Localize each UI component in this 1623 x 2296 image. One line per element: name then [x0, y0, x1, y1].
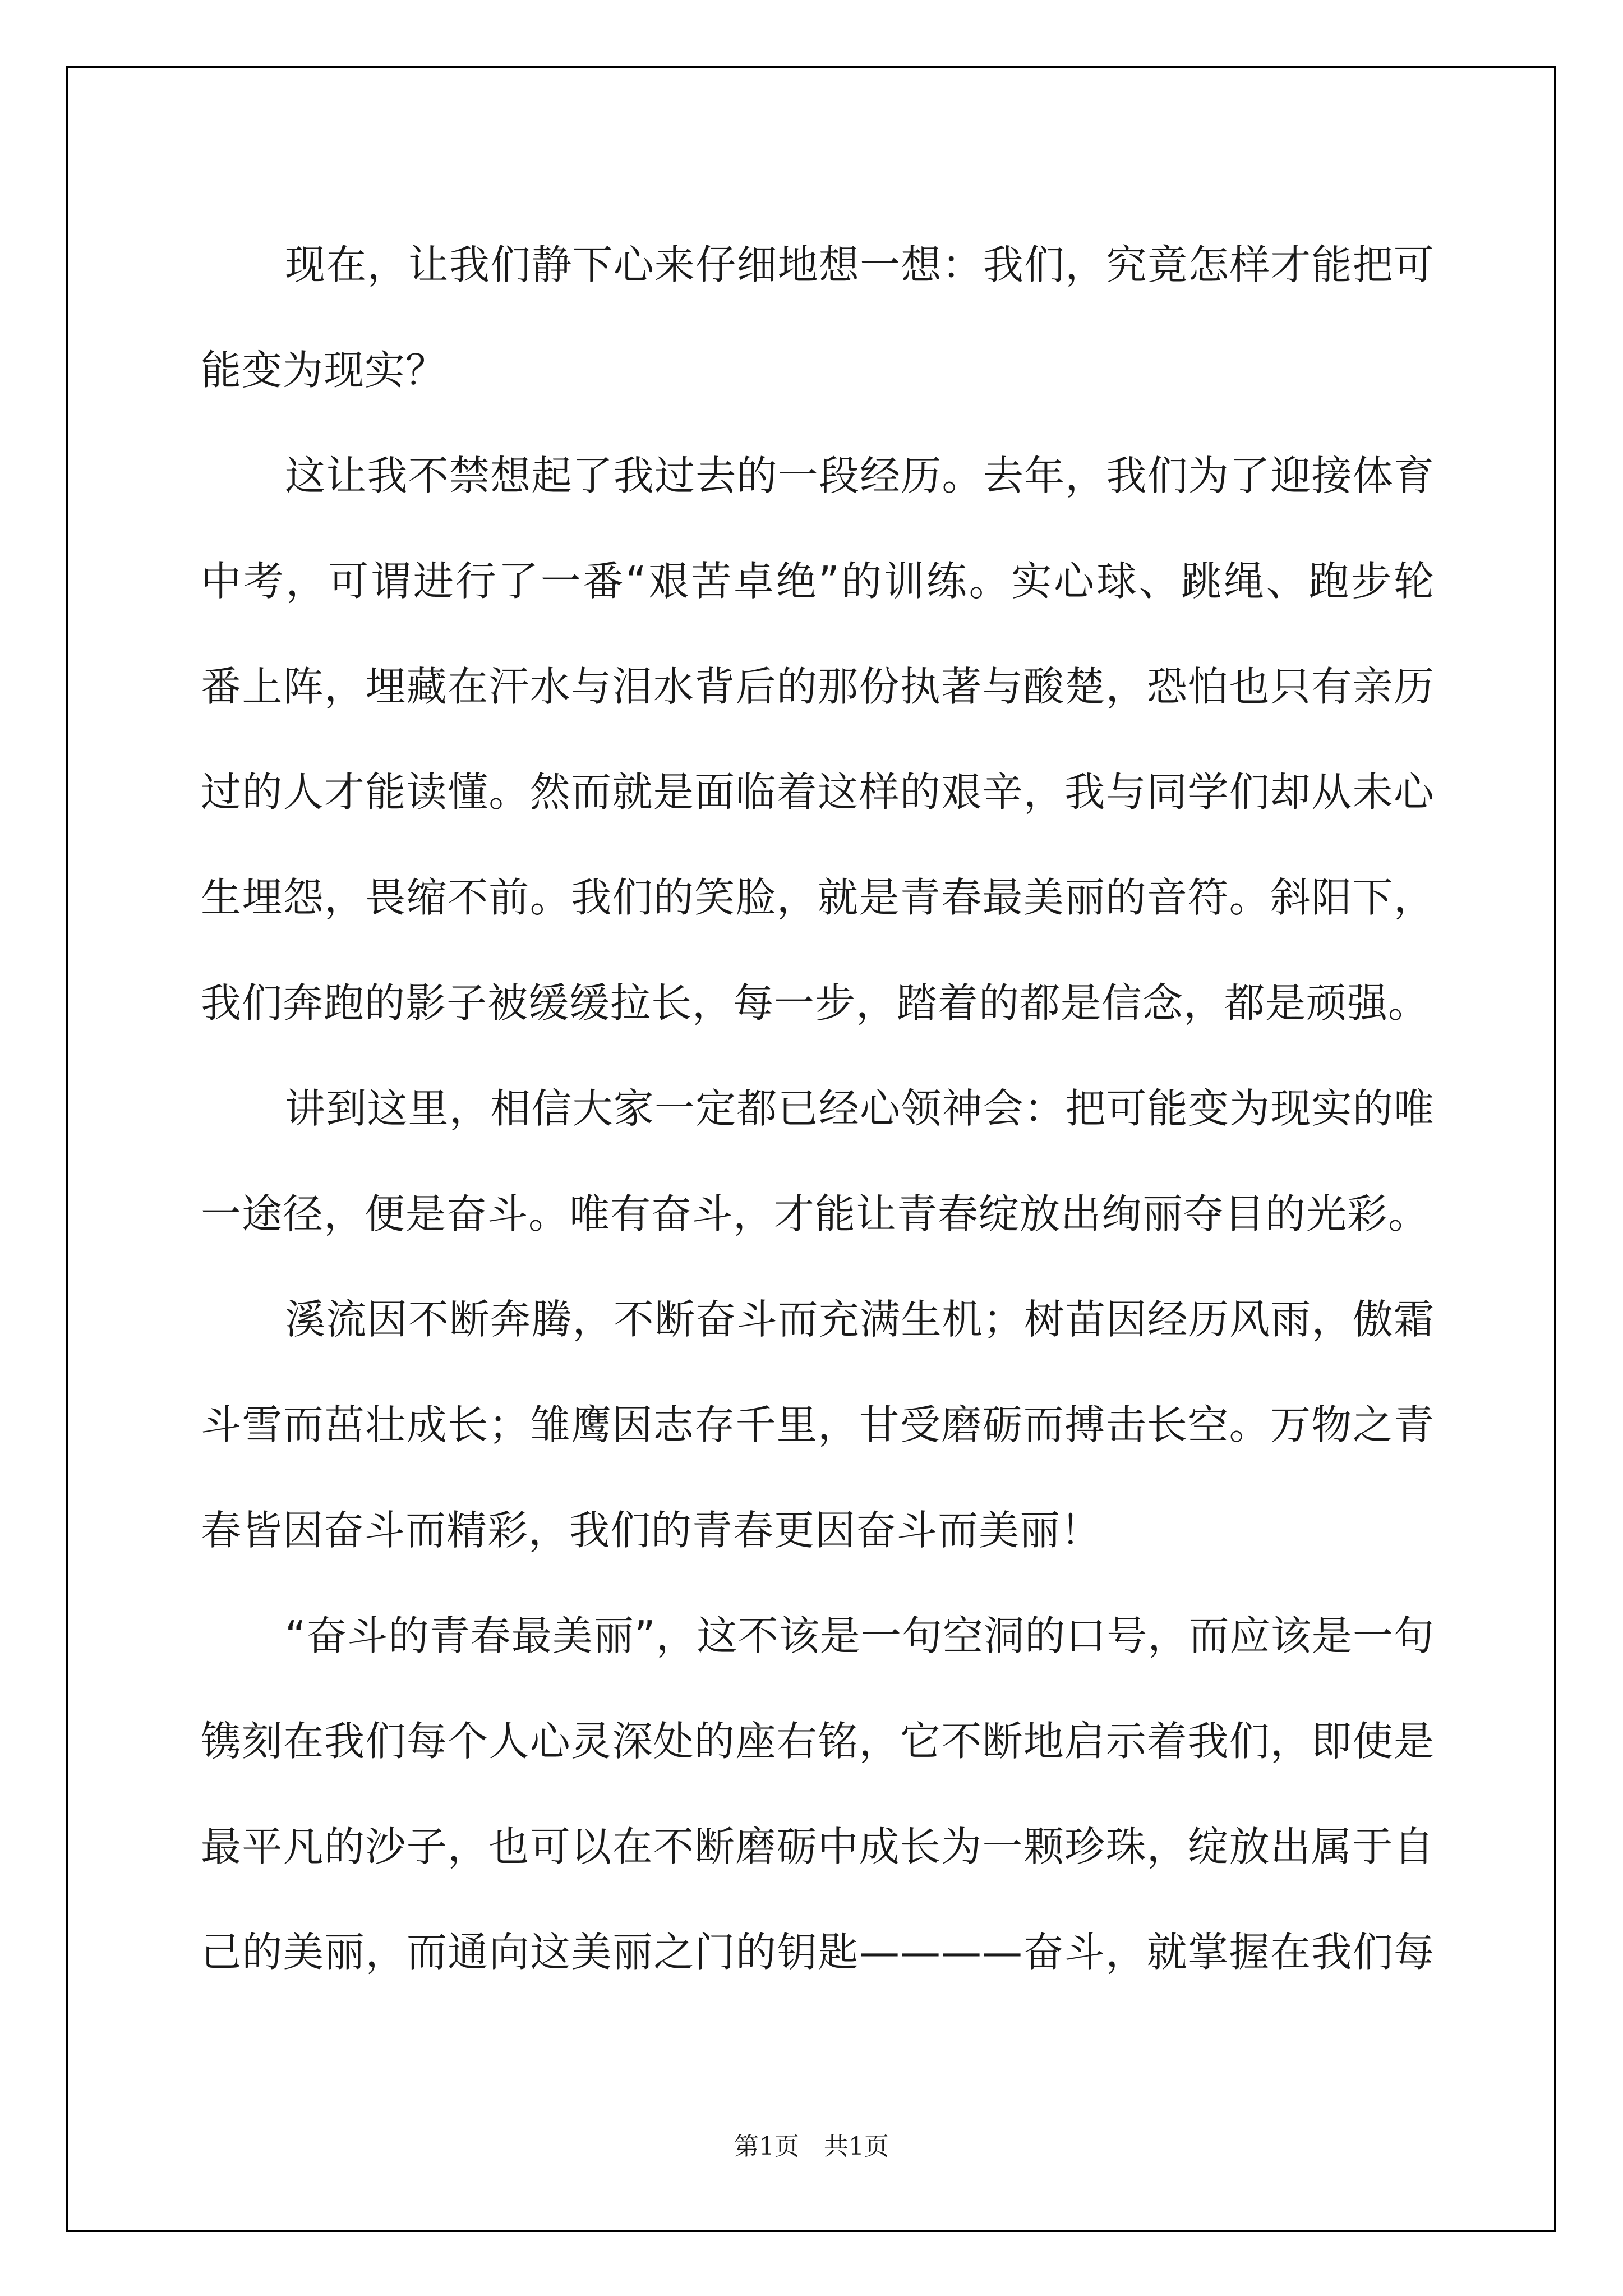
text-line: 一途径，便是奋斗。唯有奋斗，才能让青春绽放出绚丽夺目的光彩。 [201, 1190, 1430, 1237]
text-line: 溪流因不断奔腾，不断奋斗而充满生机；树苗因经历风雨，傲霜 [285, 1296, 1435, 1343]
text-line: 能变为现实？ [201, 347, 447, 394]
text-line: “奋斗的青春最美丽”，这不该是一句空洞的口号，而应该是一句 [285, 1612, 1435, 1659]
text-line: 现在，让我们静下心来仔细地想一想：我们，究竟怎样才能把可 [285, 241, 1435, 288]
text-line: 讲到这里，相信大家一定都已经心领神会：把可能变为现实的唯 [285, 1085, 1435, 1132]
text-line: 中考，可谓进行了一番“艰苦卓绝”的训练。实心球、跳绳、跑步轮 [201, 558, 1435, 605]
text-line: 这让我不禁想起了我过去的一段经历。去年，我们为了迎接体育 [285, 452, 1435, 499]
text-line: 己的美丽，而通向这美丽之门的钥匙————奋斗，就掌握在我们每 [201, 1929, 1435, 1976]
document-body [201, 212, 1435, 2005]
text-line: 过的人才能读懂。然而就是面临着这样的艰辛，我与同学们却从未心 [201, 769, 1435, 816]
text-line: 春皆因奋斗而精彩，我们的青春更因奋斗而美丽！ [201, 1507, 1102, 1554]
text-line: 最平凡的沙子，也可以在不断磨砺中成长为一颗珍珠，绽放出属于自 [201, 1823, 1435, 1870]
text-line: 番上阵，埋藏在汗水与泪水背后的那份执著与酸楚，恐怕也只有亲历 [201, 663, 1435, 710]
text-line: 生埋怨，畏缩不前。我们的笑脸，就是青春最美丽的音符。斜阳下， [201, 874, 1435, 921]
text-line: 镌刻在我们每个人心灵深处的座右铭，它不断地启示着我们，即使是 [201, 1718, 1435, 1765]
text-line: 斗雪而茁壮成长；雏鹰因志存千里，甘受磨砺而搏击长空。万物之青 [201, 1401, 1435, 1448]
text-line: 我们奔跑的影子被缓缓拉长，每一步，踏着的都是信念，都是顽强。 [201, 979, 1430, 1027]
page-footer: 第1页 共1页 [734, 2132, 889, 2161]
